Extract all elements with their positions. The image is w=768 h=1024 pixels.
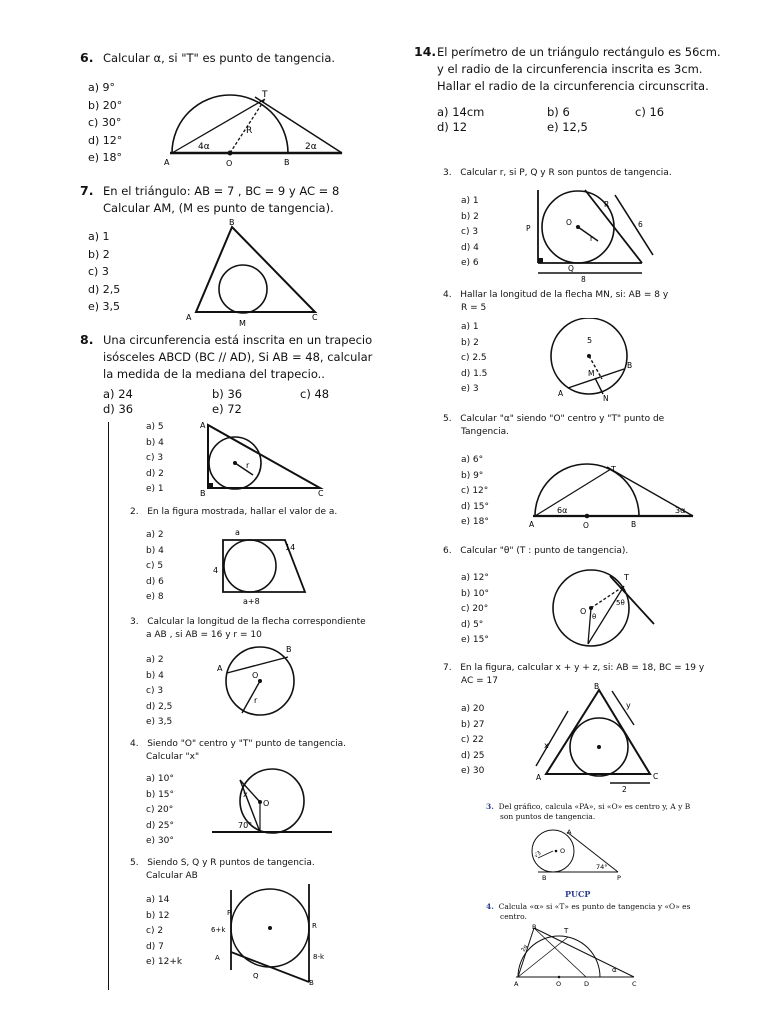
option[interactable]: c) 3	[461, 227, 479, 237]
label-angle-2: 3α	[675, 506, 686, 515]
problem-5-line: Calcular AB	[146, 871, 198, 881]
figure-circle-chord	[210, 643, 305, 728]
label-m: M	[239, 319, 246, 328]
label-b: B	[594, 682, 600, 691]
problem-r4-number: 4.	[443, 290, 452, 300]
option[interactable]: a) 1	[88, 230, 110, 243]
option[interactable]: d) 6	[146, 576, 164, 587]
option[interactable]: b) 12	[146, 910, 170, 921]
problem-3-text	[130, 616, 366, 642]
label-2alpha: 2α	[520, 943, 530, 953]
option[interactable]: a) 24	[103, 387, 133, 401]
figure-semicircle-alpha	[508, 922, 648, 1018]
problem-4-line: Siendo "O" centro y "T" punto de tangencia.	[147, 739, 347, 749]
problem-r6-statement: Calcular "θ" (T : punto de tangencia).	[460, 546, 629, 556]
center-point	[258, 800, 262, 804]
center-point	[228, 151, 233, 156]
sagitta	[595, 378, 603, 394]
problem-s4-line: centro.	[500, 912, 527, 921]
label-y: y	[626, 701, 631, 710]
label-o: O	[226, 159, 233, 168]
center-point	[233, 461, 237, 465]
label-a: a	[235, 528, 240, 537]
question-7-options	[88, 228, 120, 316]
label-a: A	[536, 773, 542, 782]
label-c: C	[632, 980, 637, 988]
option[interactable]: b) 2	[461, 337, 479, 348]
center-point	[587, 354, 591, 358]
label-b: B	[309, 979, 314, 987]
problem-r6-options	[461, 571, 489, 649]
figure-semicircle-tangent	[160, 85, 350, 170]
label-a: A	[567, 828, 572, 836]
label-angle: 74°	[596, 863, 608, 871]
radius	[242, 681, 260, 713]
option[interactable]: e) 18°	[461, 517, 489, 527]
question-8-line: Una circunferencia está inscrita en un trapecio	[103, 333, 373, 347]
question-14-options	[437, 105, 695, 135]
label-r: r	[246, 461, 250, 470]
label-p: P	[227, 909, 232, 917]
question-7-text	[103, 183, 339, 217]
problem-3-line: Calcular la longitud de la flecha correspondiente	[147, 617, 366, 627]
tangent-line	[255, 97, 342, 153]
problem-3-options	[146, 653, 172, 731]
question-7-line: Calcular AM, (M es punto de tangencia).	[103, 201, 334, 215]
option[interactable]: b) 4	[146, 545, 164, 556]
problem-r4-line: R = 5	[461, 303, 487, 313]
option[interactable]: e) 3,5	[88, 300, 121, 313]
option[interactable]: c) 2	[146, 926, 164, 936]
label-o: O	[263, 799, 270, 808]
question-14-line: y el radio de la circunferencia inscrita es 3cm.	[437, 62, 703, 76]
problem-4-number: 4.	[130, 739, 139, 749]
problem-r3-statement: Calcular r, si P, Q y R son puntos de tangencia.	[460, 168, 672, 178]
option[interactable]: a) 12°	[461, 573, 489, 583]
question-6-text: Calcular α, si "T" es punto de tangencia.	[103, 51, 336, 65]
radius	[235, 463, 253, 475]
label-a: A	[529, 520, 535, 529]
option[interactable]: d) 7	[146, 941, 164, 952]
label-o: O	[556, 980, 562, 988]
figure-circle-tangent-angle	[210, 766, 335, 841]
label-b: B	[627, 361, 633, 370]
label-side: √3	[533, 850, 543, 860]
problem-1-options	[146, 420, 164, 498]
label-p: P	[617, 874, 621, 882]
tangent-top	[567, 832, 618, 872]
option[interactable]: b) 10°	[461, 588, 490, 599]
option[interactable]: b) 4	[146, 670, 164, 681]
question-7-line: En el triángulo: AB = 7 , BC = 9 y AC = 8	[103, 184, 340, 198]
label-14: 14	[285, 543, 296, 552]
center-point	[558, 976, 561, 979]
label-2: 2	[622, 785, 627, 794]
option[interactable]: c) 5	[146, 561, 164, 571]
radius	[578, 227, 598, 241]
option[interactable]: a) 1	[461, 322, 479, 332]
option[interactable]: a) 6°	[461, 455, 484, 465]
option[interactable]: b) 20°	[88, 98, 123, 112]
figure-circle-angle-74	[522, 826, 642, 882]
question-6-number: 6.	[80, 50, 94, 65]
problem-2-statement: En la figura mostrada, hallar el valor de a.	[147, 507, 338, 517]
option[interactable]: e) 3,5	[146, 717, 173, 727]
option[interactable]: d) 2,5	[88, 282, 121, 296]
option[interactable]: b) 15°	[146, 789, 175, 800]
margin-rule	[108, 422, 109, 990]
label-o: O	[580, 607, 587, 616]
label-r: R	[246, 126, 253, 136]
option[interactable]: b) 6	[547, 105, 570, 119]
problem-r4-options	[461, 320, 487, 398]
incircle	[224, 540, 276, 592]
triangle	[196, 227, 315, 312]
pucp-label: PUCP	[565, 889, 591, 899]
label-angle-1: 6α	[557, 506, 568, 515]
option[interactable]: a) 2	[146, 530, 164, 540]
center-point	[585, 514, 590, 519]
segment-x	[536, 711, 568, 766]
figure-excircle	[205, 882, 335, 987]
problem-4-text	[130, 738, 346, 764]
label-a: A	[558, 389, 564, 398]
label-c: C	[312, 313, 318, 322]
semicircle-arc	[535, 464, 639, 516]
problem-s3-text	[486, 802, 690, 822]
problem-s4-line: Calcula «α» si «T» es punto de tangencia y «O» es	[498, 902, 691, 911]
option[interactable]: c) 48	[300, 387, 330, 401]
question-8-options	[103, 387, 360, 417]
label-c: C	[653, 772, 659, 781]
question-8-number: 8.	[80, 332, 94, 347]
label-r: R	[604, 200, 610, 209]
question-7-number: 7.	[80, 183, 94, 198]
label-angle-2: 2α	[305, 142, 317, 152]
label-t: T	[564, 927, 569, 935]
problem-r5-number: 5.	[443, 414, 452, 424]
option[interactable]: d) 12	[437, 120, 468, 134]
problem-5-line: Siendo S, Q y R puntos de tangencia.	[147, 858, 315, 868]
option[interactable]: e) 72	[212, 402, 242, 416]
option[interactable]: d) 15°	[461, 501, 490, 512]
option[interactable]: e) 15°	[461, 635, 489, 645]
option[interactable]: a) 9°	[88, 81, 116, 94]
label-r: R	[312, 922, 317, 930]
problem-s4-text	[486, 902, 690, 922]
option[interactable]: b) 4	[146, 437, 164, 448]
question-6-options	[88, 79, 122, 167]
problem-r3-text	[443, 167, 672, 180]
option[interactable]: d) 5°	[461, 619, 484, 630]
question-8-text	[103, 332, 372, 383]
question-14-text	[437, 44, 721, 95]
segment-6	[615, 195, 653, 255]
label-t: T	[611, 465, 616, 474]
option[interactable]: b) 9°	[461, 470, 484, 481]
question-14-line: El perímetro de un triángulo rectángulo es 56cm.	[437, 45, 721, 59]
option[interactable]: e) 30°	[146, 836, 174, 846]
label-b: B	[542, 874, 547, 882]
option[interactable]: c) 30°	[88, 116, 122, 129]
figure-right-triangle-incircle	[198, 420, 333, 500]
center-point	[576, 225, 580, 229]
label-a: A	[186, 313, 192, 322]
problem-r7-line: AC = 17	[461, 676, 498, 686]
label-o: O	[583, 521, 589, 530]
option[interactable]: d) 2	[146, 468, 164, 479]
option[interactable]: e) 12,5	[547, 120, 588, 134]
option[interactable]: a) 10°	[146, 774, 174, 784]
center-point	[555, 850, 558, 853]
segment-bd	[534, 928, 586, 977]
option[interactable]: a) 14cm	[437, 105, 485, 119]
triangle	[208, 425, 320, 488]
problem-4-line: Calcular "x"	[146, 752, 200, 762]
problem-r4-line: Hallar la longitud de la flecha MN, si: AB = 8 y	[460, 290, 669, 300]
problem-r5-line: Calcular "α" siendo "O" centro y "T" punto de	[460, 414, 665, 424]
problem-s3-number: 3.	[486, 802, 494, 811]
problem-r7-options	[461, 702, 485, 780]
label-b: B	[532, 923, 537, 931]
semicircle-arc	[518, 936, 600, 977]
option[interactable]: c) 20°	[146, 805, 174, 815]
option[interactable]: d) 25	[461, 750, 485, 761]
figure-semicircle-tangent-2	[525, 460, 700, 532]
problem-r5-line: Tangencia.	[461, 427, 510, 437]
figure-incircle-triangle	[180, 215, 330, 330]
label-n: N	[603, 394, 609, 403]
label-6: 6	[638, 220, 643, 229]
option[interactable]: d) 36	[103, 402, 134, 416]
label-a: A	[200, 421, 206, 430]
center-point	[258, 679, 262, 683]
label-b: B	[229, 218, 235, 227]
option[interactable]: c) 3	[146, 686, 164, 696]
problem-s4-number: 4.	[486, 902, 494, 911]
label-b: B	[284, 158, 290, 167]
label-5: 5	[587, 336, 593, 345]
label-r-small: r	[590, 234, 594, 243]
label-m: M	[588, 369, 595, 378]
option[interactable]: a) 20	[461, 704, 485, 714]
option[interactable]: a) 14	[146, 895, 170, 905]
option[interactable]: e) 1	[146, 484, 164, 494]
label-b: B	[286, 645, 292, 654]
problem-s3-line: son puntos de tangencia.	[500, 812, 596, 821]
label-q: Q	[253, 972, 259, 980]
chord-at	[518, 937, 568, 977]
problem-r6-number: 6.	[443, 546, 452, 556]
option[interactable]: e) 30	[461, 766, 485, 776]
label-b: B	[631, 520, 637, 529]
problem-r4-text	[443, 289, 668, 315]
option[interactable]: c) 3	[88, 265, 109, 278]
problem-5-number: 5.	[130, 858, 139, 868]
label-8: 8	[581, 275, 586, 284]
label-r: r	[254, 696, 258, 705]
label-angle: 70°	[238, 821, 253, 830]
label-angle-1: 4α	[198, 142, 210, 152]
problem-2-text	[130, 506, 337, 519]
figure-trapezoid-incircle	[205, 525, 320, 610]
option[interactable]: e) 12+k	[146, 957, 183, 967]
center-point	[268, 926, 272, 930]
label-x: x	[544, 741, 549, 750]
problem-r7-line: En la figura, calcular x + y + z, si: AB = 18, BC = 19 y	[460, 663, 705, 673]
label-5theta: 5θ	[616, 599, 625, 607]
label-alpha: α	[612, 966, 617, 974]
option[interactable]: b) 27	[461, 719, 485, 730]
radius	[588, 608, 591, 644]
option[interactable]: d) 2,5	[146, 701, 173, 712]
option[interactable]: c) 16	[635, 105, 665, 119]
label-x: x	[243, 790, 248, 799]
label-6k: 6+k	[211, 926, 226, 934]
problem-r3-number: 3.	[443, 168, 452, 178]
option[interactable]: c) 12°	[461, 486, 489, 496]
label-o: O	[566, 218, 572, 227]
triangle	[546, 690, 650, 774]
label-a: A	[215, 954, 220, 962]
problem-2-number: 2.	[130, 507, 139, 517]
option[interactable]: b) 2	[88, 247, 110, 261]
option[interactable]: d) 12°	[88, 133, 123, 147]
option[interactable]: d) 25°	[146, 820, 175, 831]
problem-5-options	[146, 893, 182, 971]
chord-line	[535, 469, 611, 516]
question-14-number: 14.	[414, 44, 437, 59]
label-a: A	[514, 980, 519, 988]
label-b: B	[200, 489, 206, 498]
problem-5-text	[130, 857, 315, 883]
figure-circle-tangent-theta	[548, 568, 668, 653]
label-t: T	[624, 573, 629, 582]
label-4: 4	[213, 566, 219, 575]
option[interactable]: e) 18°	[88, 151, 123, 164]
option[interactable]: c) 20°	[461, 604, 489, 614]
problem-r7-number: 7.	[443, 663, 452, 673]
label-c: C	[318, 489, 324, 498]
label-8k: 8-k	[313, 953, 325, 961]
problem-4-options	[146, 772, 174, 850]
center-point	[589, 606, 593, 610]
option[interactable]: c) 2.5	[461, 353, 487, 363]
right-angle-mark	[208, 483, 213, 488]
problem-3-line: a AB , si AB = 16 y r = 10	[146, 630, 262, 640]
option[interactable]: a) 1	[461, 196, 479, 206]
label-a: A	[164, 158, 170, 167]
option[interactable]: d) 4	[461, 242, 479, 253]
label-o: O	[560, 847, 566, 855]
label-bottom: a+8	[243, 597, 260, 606]
option[interactable]: c) 3	[146, 453, 164, 463]
right-angle-mark	[538, 258, 543, 263]
problem-r5-text	[443, 413, 664, 439]
option[interactable]: e) 6	[461, 258, 479, 268]
label-a: A	[217, 664, 223, 673]
label-p: P	[526, 224, 531, 233]
question-8-line: isósceles ABCD (BC // AD), Si AB = 48, calcular	[103, 350, 373, 364]
option[interactable]: a) 5	[146, 422, 164, 432]
question-14-line: Hallar el radio de la circunferencia circunscrita.	[437, 79, 709, 93]
option[interactable]: e) 8	[146, 592, 164, 602]
problem-2-options	[146, 528, 164, 606]
label-d: D	[584, 980, 590, 988]
option[interactable]: d) 1.5	[461, 368, 488, 379]
option[interactable]: b) 36	[212, 387, 243, 401]
option[interactable]: a) 2	[146, 655, 164, 665]
problem-3-number: 3.	[130, 617, 139, 627]
question-8-line: la medida de la mediana del trapecio..	[103, 367, 325, 381]
problem-r5-options	[461, 453, 489, 531]
figure-right-triangle-circle	[520, 185, 670, 285]
center-point	[597, 745, 601, 749]
problem-r3-options	[461, 194, 479, 272]
option[interactable]: b) 2	[461, 211, 479, 222]
label-t: T	[262, 90, 268, 100]
problem-r6-text	[443, 545, 628, 558]
label-q: Q	[568, 264, 574, 273]
label-o: O	[252, 671, 259, 680]
figure-triangle-incircle-2	[532, 680, 682, 795]
figure-circle-sagitta	[540, 318, 640, 403]
semicircle-arc	[172, 95, 288, 153]
label-theta: θ	[592, 613, 597, 621]
option[interactable]: c) 22	[461, 735, 484, 745]
problem-s3-line: Del gráfico, calcula «PA», si «O» es centro y, A y B	[498, 802, 691, 811]
option[interactable]: e) 3	[461, 384, 479, 394]
incircle	[219, 265, 267, 313]
